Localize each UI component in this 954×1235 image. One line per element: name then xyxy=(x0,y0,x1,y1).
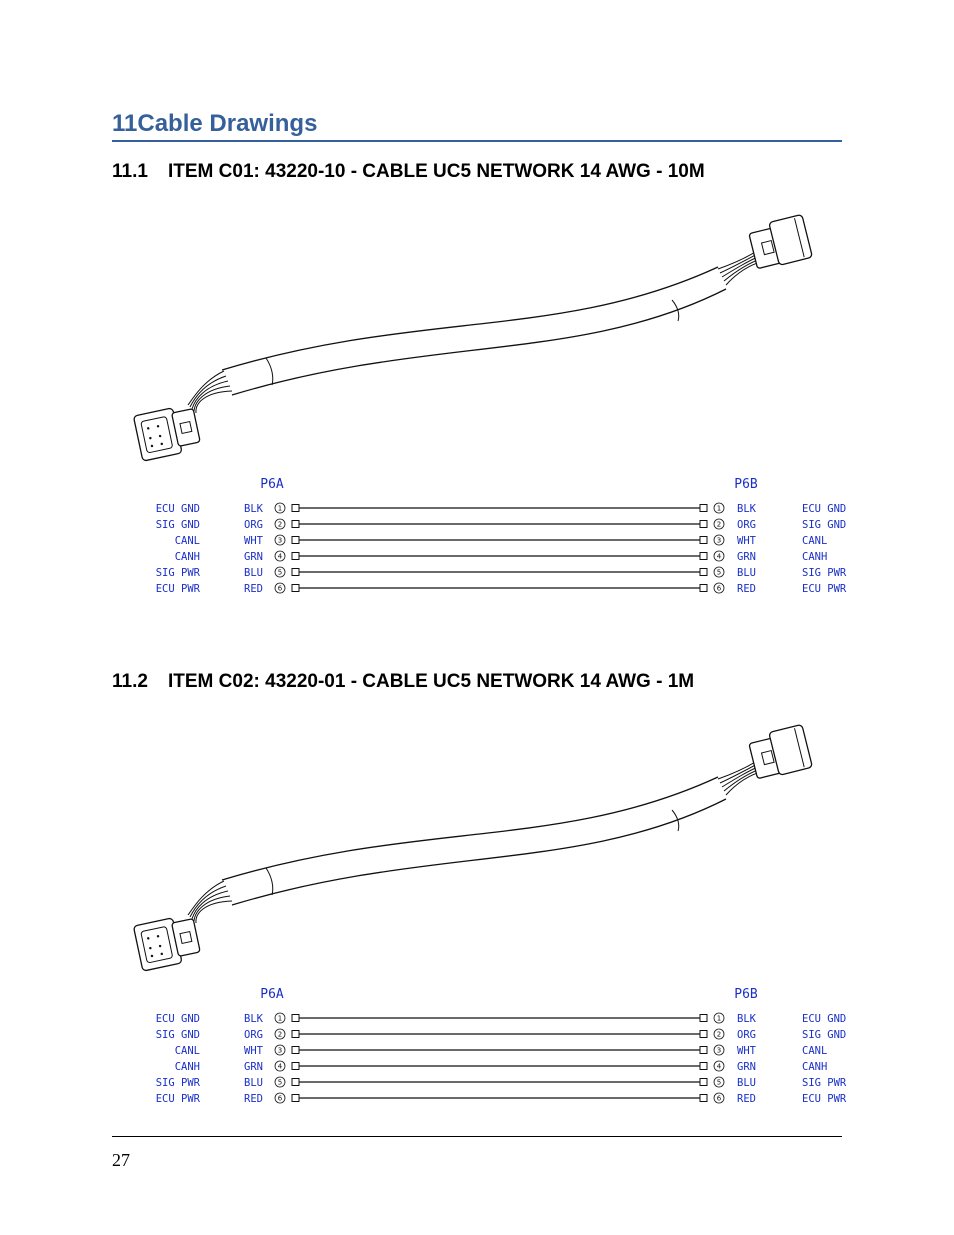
terminal-right xyxy=(700,585,707,592)
wire-row xyxy=(156,519,847,531)
signal-left-label: CANL xyxy=(174,535,200,547)
wire-row xyxy=(156,567,847,579)
footer-rule xyxy=(112,1136,842,1137)
signal-right-label: ECU GND xyxy=(802,503,847,515)
wire-color-left: WHT xyxy=(244,1045,263,1057)
pin-number-right: 6 xyxy=(716,1094,722,1103)
cable-jacket-edge xyxy=(222,777,718,880)
signal-left-label: SIG PWR xyxy=(155,567,200,579)
signal-left-label: CANH xyxy=(174,551,200,563)
connector-left-label: P6A xyxy=(260,987,284,1002)
signal-left-label: ECU GND xyxy=(155,1013,200,1025)
section-heading-text: ITEM C01: 43220-10 - CABLE UC5 NETWORK 14 AWG - 10M xyxy=(168,161,705,182)
terminal-left xyxy=(292,505,299,512)
signal-right-label: ECU PWR xyxy=(802,1093,847,1105)
wire-row xyxy=(156,583,847,595)
signal-right-label: CANL xyxy=(802,535,828,547)
pin-number-left: 4 xyxy=(277,1062,283,1071)
wire-color-right: ORG xyxy=(737,1029,756,1041)
wire-row xyxy=(156,1013,847,1025)
wire-color-right: RED xyxy=(737,1093,756,1105)
terminal-right xyxy=(700,553,707,560)
cable-drawing-c01 xyxy=(0,205,954,615)
terminal-right xyxy=(700,1079,707,1086)
signal-right-label: ECU PWR xyxy=(802,583,847,595)
terminal-left xyxy=(292,1063,299,1070)
wire-color-right: WHT xyxy=(737,1045,756,1057)
terminal-right xyxy=(700,1095,707,1102)
wire-color-left: GRN xyxy=(244,551,263,563)
wire-color-left: RED xyxy=(244,583,263,595)
wire-color-left: GRN xyxy=(244,1061,263,1073)
terminal-right xyxy=(700,1047,707,1054)
pin-number-right: 2 xyxy=(716,1030,722,1039)
pin-number-left: 1 xyxy=(277,1014,283,1023)
wire-color-left: WHT xyxy=(244,535,263,547)
wiring-schematic xyxy=(156,987,847,1105)
terminal-left xyxy=(292,553,299,560)
signal-left-label: CANL xyxy=(174,1045,200,1057)
wire-color-left: ORG xyxy=(244,1029,263,1041)
wire-color-left: BLK xyxy=(244,503,263,515)
cable-jacket-edge xyxy=(232,289,726,395)
cable-drawing-c02 xyxy=(0,715,954,1125)
wire-color-left: ORG xyxy=(244,519,263,531)
signal-left-label: SIG GND xyxy=(155,519,200,531)
pin-number-left: 3 xyxy=(277,536,283,545)
wire-row xyxy=(175,1045,828,1057)
terminal-right xyxy=(700,521,707,528)
signal-right-label: ECU GND xyxy=(802,1013,847,1025)
section-number: 11.2 xyxy=(112,671,148,692)
pin-number-left: 1 xyxy=(277,504,283,513)
wire-color-right: BLK xyxy=(737,1013,756,1025)
signal-left-label: ECU PWR xyxy=(155,583,200,595)
cable-jacket-edge xyxy=(232,799,726,905)
terminal-right xyxy=(700,1031,707,1038)
terminal-right xyxy=(700,1015,707,1022)
wire-color-right: ORG xyxy=(737,519,756,531)
wiring-schematic xyxy=(156,477,847,595)
terminal-right xyxy=(700,1063,707,1070)
pin-number-left: 4 xyxy=(277,552,283,561)
signal-right-label: SIG PWR xyxy=(802,1077,847,1089)
pin-number-left: 6 xyxy=(277,584,283,593)
signal-left-label: SIG PWR xyxy=(155,1077,200,1089)
wire-color-right: RED xyxy=(737,583,756,595)
terminal-left xyxy=(292,1095,299,1102)
wire-color-right: GRN xyxy=(737,1061,756,1073)
connector-right-label: P6B xyxy=(734,477,758,492)
wire-color-left: BLU xyxy=(244,567,263,579)
page-number: 27 xyxy=(112,1150,130,1170)
pin-number-right: 3 xyxy=(716,1046,722,1055)
pin-number-left: 2 xyxy=(277,520,283,529)
signal-right-label: CANH xyxy=(802,551,828,563)
wire-row xyxy=(156,1029,847,1041)
pin-number-right: 1 xyxy=(716,1014,722,1023)
signal-right-label: CANH xyxy=(802,1061,828,1073)
terminal-left xyxy=(292,585,299,592)
section-title-c01 xyxy=(112,160,842,184)
pin-number-right: 1 xyxy=(716,504,722,513)
pin-number-right: 3 xyxy=(716,536,722,545)
cable-illustration xyxy=(133,214,812,461)
terminal-left xyxy=(292,537,299,544)
wire-row xyxy=(156,503,847,515)
connector-right-icon xyxy=(747,724,812,780)
signal-left-label: SIG GND xyxy=(155,1029,200,1041)
terminal-left xyxy=(292,1015,299,1022)
pin-number-right: 5 xyxy=(716,1078,722,1087)
wire-color-right: WHT xyxy=(737,535,756,547)
pin-number-right: 4 xyxy=(716,1062,722,1071)
pin-number-right: 6 xyxy=(716,584,722,593)
wire-row xyxy=(175,535,828,547)
pin-number-left: 6 xyxy=(277,1094,283,1103)
jacket-mark xyxy=(266,358,273,385)
signal-right-label: SIG GND xyxy=(802,519,847,531)
wire-color-right: BLU xyxy=(737,567,756,579)
signal-right-label: SIG GND xyxy=(802,1029,847,1041)
terminal-left xyxy=(292,521,299,528)
signal-left-label: ECU GND xyxy=(155,503,200,515)
connector-right-icon xyxy=(747,214,812,270)
chapter-title: 11Cable Drawings xyxy=(112,110,842,142)
terminal-left xyxy=(292,1031,299,1038)
connector-left-icon xyxy=(133,914,201,971)
terminal-right xyxy=(700,505,707,512)
section-number: 11.1 xyxy=(112,161,148,182)
pin-number-left: 5 xyxy=(277,1078,283,1087)
jacket-mark xyxy=(266,868,273,895)
pin-number-left: 5 xyxy=(277,568,283,577)
terminal-right xyxy=(700,569,707,576)
connector-left-label: P6A xyxy=(260,477,284,492)
pin-number-right: 4 xyxy=(716,552,722,561)
terminal-left xyxy=(292,569,299,576)
terminal-left xyxy=(292,1047,299,1054)
connector-left-icon xyxy=(133,404,201,461)
wire-color-right: BLK xyxy=(737,503,756,515)
signal-right-label: CANL xyxy=(802,1045,828,1057)
wire-color-left: BLU xyxy=(244,1077,263,1089)
wire-color-left: BLK xyxy=(244,1013,263,1025)
wire-row xyxy=(175,1061,828,1073)
pin-number-left: 2 xyxy=(277,1030,283,1039)
pin-number-right: 2 xyxy=(716,520,722,529)
wire-row xyxy=(156,1093,847,1105)
wire-color-left: RED xyxy=(244,1093,263,1105)
wire-color-right: GRN xyxy=(737,551,756,563)
connector-right-label: P6B xyxy=(734,987,758,1002)
section-heading-text: ITEM C02: 43220-01 - CABLE UC5 NETWORK 14 AWG - 1M xyxy=(168,671,695,692)
signal-right-label: SIG PWR xyxy=(802,567,847,579)
wire-row xyxy=(156,1077,847,1089)
terminal-right xyxy=(700,537,707,544)
section-title-c02 xyxy=(112,670,842,694)
cable-jacket-edge xyxy=(222,267,718,370)
signal-left-label: CANH xyxy=(174,1061,200,1073)
signal-left-label: ECU PWR xyxy=(155,1093,200,1105)
pin-number-left: 3 xyxy=(277,1046,283,1055)
wire-row xyxy=(175,551,828,563)
cable-illustration xyxy=(133,724,812,971)
terminal-left xyxy=(292,1079,299,1086)
pin-number-right: 5 xyxy=(716,568,722,577)
wire-color-right: BLU xyxy=(737,1077,756,1089)
